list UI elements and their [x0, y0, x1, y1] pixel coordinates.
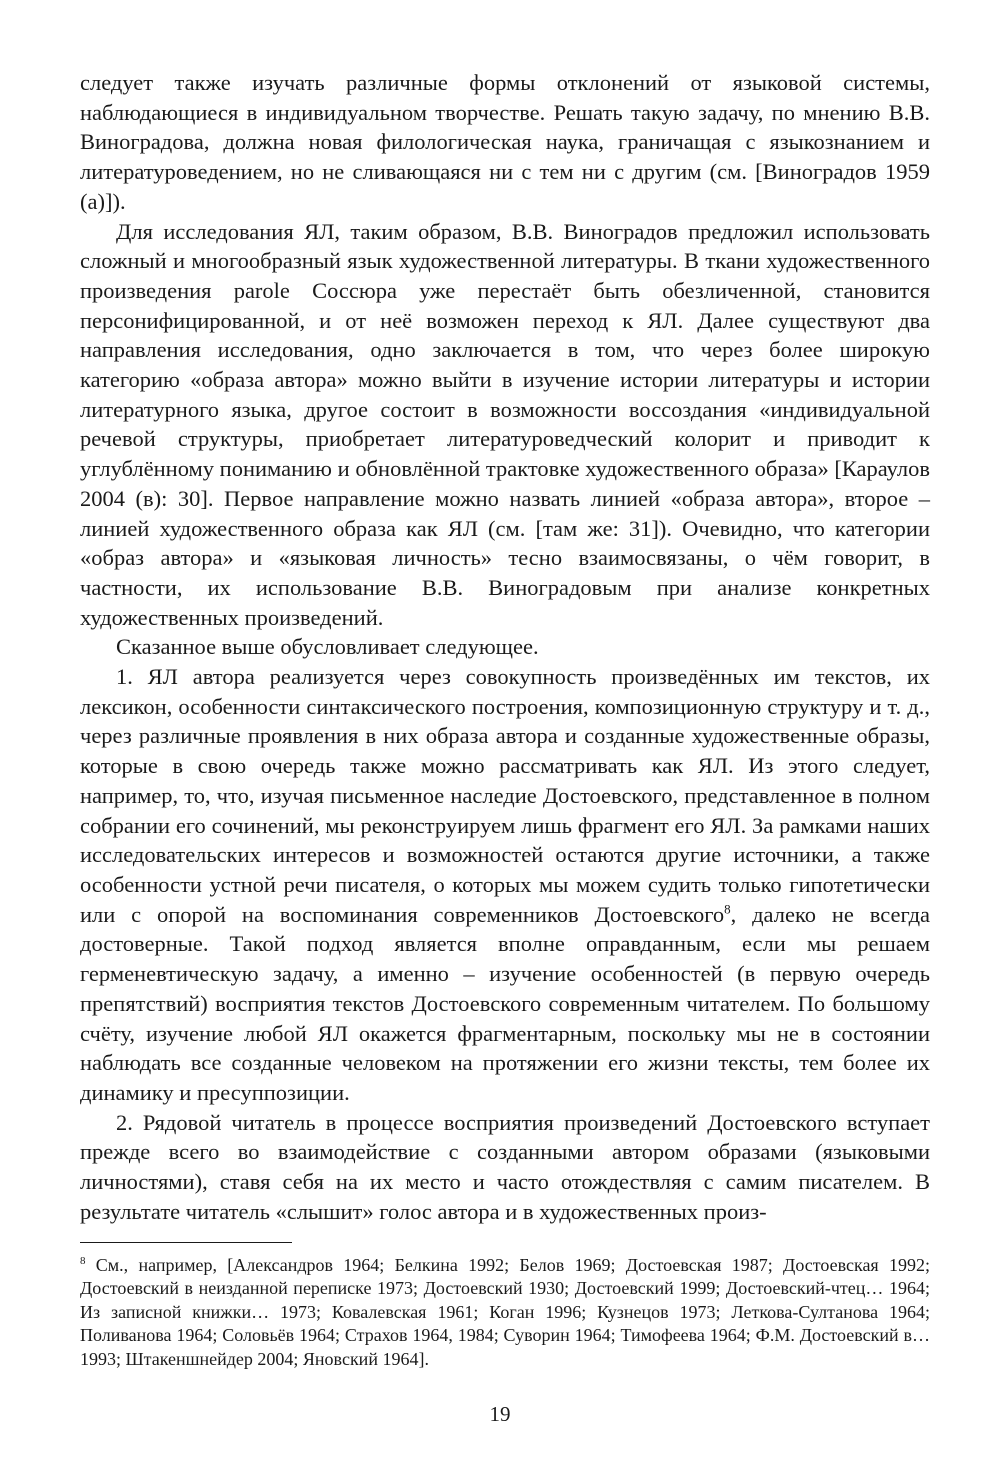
- footnote-text: См., например, [Александров 1964; Белкина 1992; Белов 1969; Достоевская 1987; Достоевская 1992; Достоевский в неизданной переписке 1973; Достоевский 1930; Достоевский 1999; Достоевский-чтец… 1964; Из записной книжки… 1973; Ковалевская 1961; Коган 1996; Кузнецов 1973; Леткова-Султанова 1964; Поливанова 1964; Соловьёв 1964; Страхов 1964, 1984; Суворин 1964; Тимофеева 1964; Ф.М. Достоевский в… 1993; Штакеншнейдер 2004; Яновский 1964].: [80, 1255, 930, 1369]
- footnote-reference[interactable]: 8: [724, 901, 731, 917]
- page-body: [80, 68, 930, 1226]
- paragraph-1: следует также изучать различные формы отклонений от языковой системы, наблюдающиеся в индивидуальном творчестве. Решать такую задачу, по мнению В.В. Виноградова, должна новая филологическая наука, граничащая с языкознанием и литературоведением, но не сливающаяся ни с тем ни с другим (см. [Виноградов 1959 (а)]).: [80, 70, 930, 214]
- paragraph-5: 2. Рядовой читатель в процессе восприятия произведений Достоевского вступает прежде всего во взаимодействие с созданными автором образами (языковыми личностями), ставя себя на их место и часто отождествляя с самим писателем. В результате читатель «слышит» голос автора и в художественных произ-: [80, 1109, 930, 1224]
- footnote-marker: 8: [80, 1255, 86, 1267]
- page-number: 19: [489, 1402, 511, 1426]
- paragraph-3: Сказанное выше обусловливает следующее.: [116, 634, 539, 660]
- paragraph-4-tail: , далеко не всегда достоверные. Такой подход является вполне оправданным, если мы решаем герменевтическую задачу, а именно – изучение особенностей (в первую очередь препятствий) восприятия текстов Достоевского современным читателем. По большому счёту, изучение любой ЯЛ окажется фрагментарным, поскольку мы не в состоянии наблюдать все созданные человеком на протяжении его жизни тексты, тем более их динамику и пресуппозиции.: [80, 901, 930, 1105]
- footnote: [80, 1254, 930, 1371]
- paragraph-4-head: 1. ЯЛ автора реализуется через совокупность произведённых им текстов, их лексикон, особенности синтаксического построения, композиционную структуру и т. д., через различные проявления в них образа автора и созданные художественные образы, которые в свою очередь также можно рассматривать как ЯЛ. Из этого следует, например, то, что, изучая письменное наследие Достоевского, представленное в полном собрании его сочинений, мы реконструируем лишь фрагмент его ЯЛ. За рамками наших исследовательских интересов и возможностей остаются другие источники, а также особенности устной речи писателя, о которых мы можем судить только гипотетически или с опорой на воспоминания современников Достоевского: [80, 664, 930, 927]
- paragraph-4: [80, 662, 930, 1108]
- paragraph-2: Для исследования ЯЛ, таким образом, В.В. Виноградов предложил использовать сложный и многообразный язык художественной литературы. В ткани художественного произведения parole Соссюра уже перестаёт быть обезличенной, становится персонифицированной, и от неё возможен переход к ЯЛ. Далее существуют два направления исследования, одно заключается в том, что через более широкую категорию «образа автора» можно выйти в изучение истории литературы и истории литературного языка, другое состоит в возможности воссоздания «индивидуальной речевой структуры, приобретает литературоведческий колорит и приводит к углублённому пониманию и обновлённой трактовке художественного образа» [Караулов 2004 (в): 30]. Первое направление можно назвать линией «образа автора», второе – линией художественного образа как ЯЛ (см. [там же: 31]). Очевидно, что категории «образ автора» и «языковая личность» тесно взаимосвязаны, о чём говорит, в частности, их использование В.В. Виноградовым при анализе конкретных художественных произведений.: [80, 218, 930, 630]
- footnote-separator: [80, 1242, 292, 1243]
- main-text: [80, 68, 930, 1226]
